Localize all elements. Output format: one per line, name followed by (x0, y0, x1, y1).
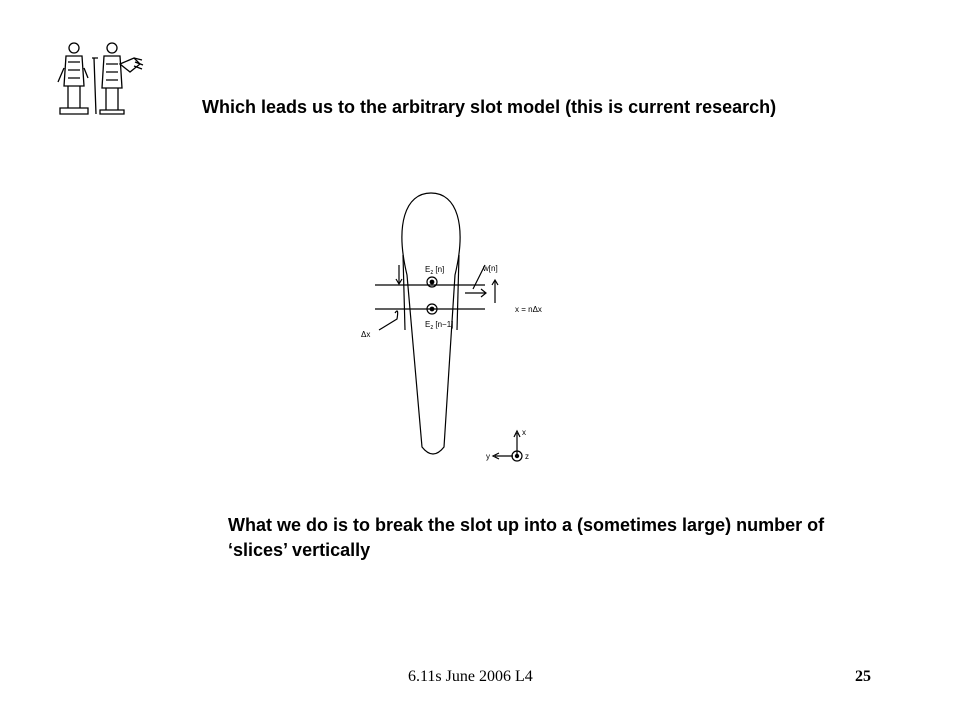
figures-logo-icon (50, 38, 150, 118)
slide-body: What we do is to break the slot up into a (sometimes large) number of ‘slices’ vertically (228, 515, 825, 560)
axis-label-y: y (486, 452, 490, 461)
label-x-n-dx: x = nΔx (515, 305, 542, 314)
footer-course-date: 6.11s June 2006 L4 (408, 668, 533, 685)
label-delta-x: Δx (361, 330, 371, 339)
page-number: 25 (855, 668, 871, 685)
label-ez-n: $E_z$ [n] (425, 265, 445, 276)
slide-heading: Which leads us to the arbitrary slot model (this is current research) (202, 97, 777, 117)
slot-diagram (355, 185, 570, 465)
label-w-n: w[n] (483, 264, 498, 273)
axis-label-z: z (525, 452, 529, 461)
axis-label-x: x (522, 428, 526, 437)
label-ez-n-minus-1: $E_z$ [n−1] (425, 320, 454, 331)
